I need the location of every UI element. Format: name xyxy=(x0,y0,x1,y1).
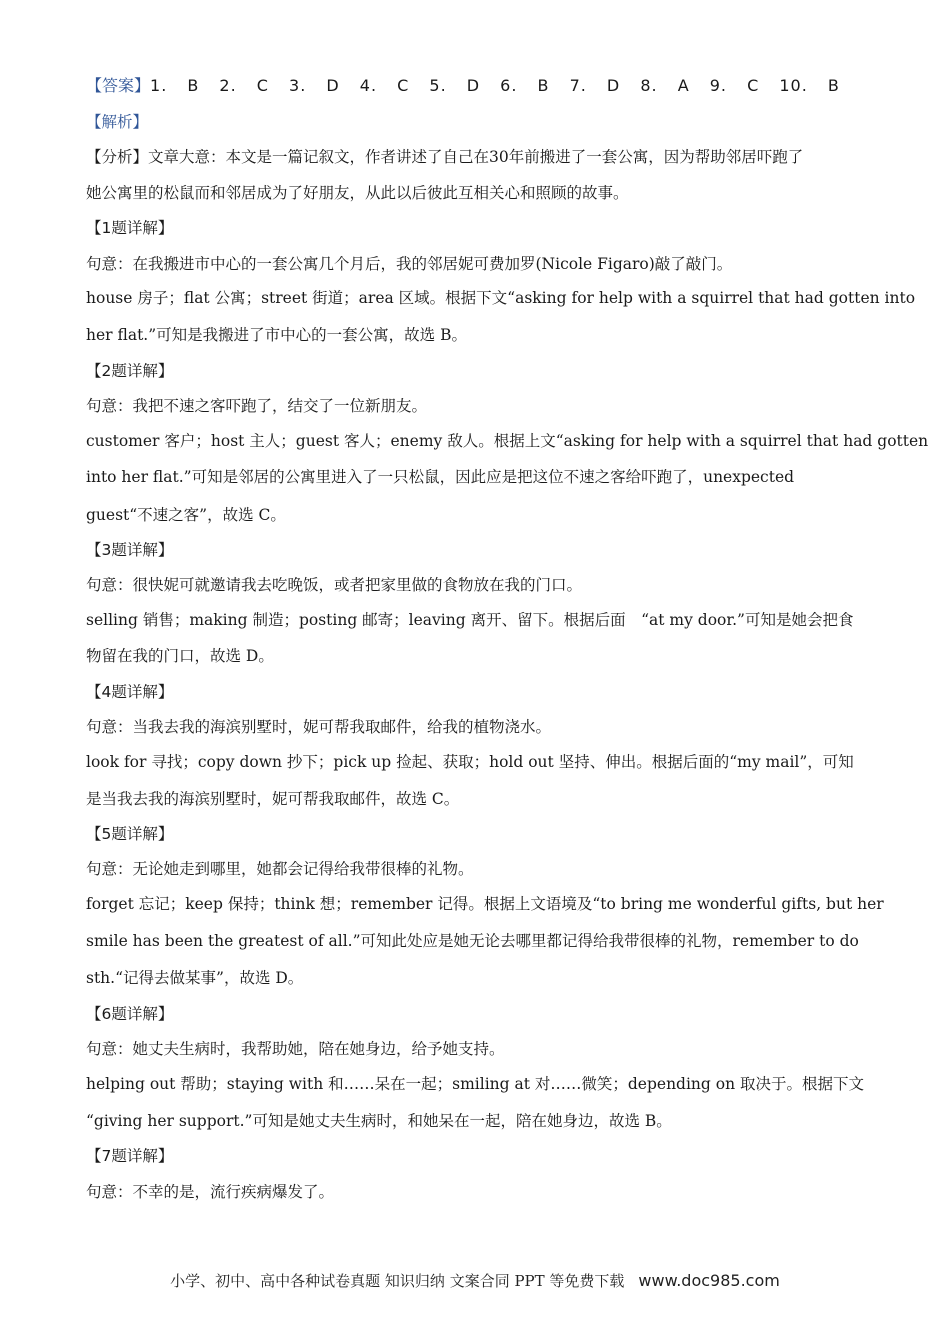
q1-translation: 句意：在我搬进市中心的一套公寓几个月后，我的邻居妮可费加罗(Nicole Figaro)敲了敲门。 xyxy=(86,255,733,273)
q6-translation: 句意：她丈夫生病时，我帮助她，陪在她身边，给予她支持。 xyxy=(86,1040,505,1058)
summary-line-2: 她公寓里的松鼠而和邻居成为了好朋友，从此以后彼此互相关心和照顾的故事。 xyxy=(86,184,629,202)
q2-explanation-line-2: into her flat.”可知是邻居的公寓里进入了一只松鼠，因此应是把这位不速之客给吓跑了，unexpected xyxy=(86,468,795,486)
q5-translation: 句意：无论她走到哪里，她都会记得给我带很棒的礼物。 xyxy=(86,860,474,878)
q5-heading: 【5题详解】 xyxy=(86,825,174,843)
q4-translation: 句意：当我去我的海滨别墅时，妮可帮我取邮件，给我的植物浇水。 xyxy=(86,718,552,736)
q7-translation: 句意：不幸的是，流行疾病爆发了。 xyxy=(86,1183,335,1201)
q3-explanation-line-2: 物留在我的门口，故选 D。 xyxy=(86,647,274,665)
answer-line xyxy=(86,76,840,96)
q1-heading: 【1题详解】 xyxy=(86,219,174,237)
footer-url-link[interactable]: www.doc985.com xyxy=(638,1271,780,1290)
page-footer xyxy=(0,1270,950,1291)
q3-heading: 【3题详解】 xyxy=(86,541,174,559)
q6-explanation-line-2: “giving her support.”可知是她丈夫生病时，和她呆在一起，陪在她身边，故选 B。 xyxy=(86,1112,672,1130)
q1-explanation-line-2: her flat.”可知是我搬进了市中心的一套公寓，故选 B。 xyxy=(86,326,467,344)
q5-explanation-line-3: sth.“记得去做某事”，故选 D。 xyxy=(86,969,304,987)
q5-explanation-line-1: forget 忘记；keep 保持；think 想；remember 记得。根据上文语境及“to bring me wonderful gifts, but her xyxy=(86,895,884,913)
q2-explanation-line-1: customer 客户；host 主人；guest 客人；enemy 敌人。根据上文“asking for help with a squirrel that had gotten xyxy=(86,432,929,450)
q1-explanation-line-1: house 房子；flat 公寓；street 街道；area 区域。根据下文“asking for help with a squirrel that had gotten into xyxy=(86,289,916,307)
q4-explanation-line-2: 是当我去我的海滨别墅时，妮可帮我取邮件，故选 C。 xyxy=(86,790,460,808)
q5-explanation-line-2: smile has been the greatest of all.”可知此处应是她无论去哪里都记得给我带很棒的礼物，remember to do xyxy=(86,932,859,950)
q4-heading: 【4题详解】 xyxy=(86,683,174,701)
q3-translation: 句意：很快妮可就邀请我去吃晚饭，或者把家里做的食物放在我的门口。 xyxy=(86,576,583,594)
summary-line-1: 【分析】文章大意：本文是一篇记叙文，作者讲述了自己在30年前搬进了一套公寓，因为帮助邻居吓跑了 xyxy=(86,148,804,166)
q3-explanation-line-1: selling 销售；making 制造；posting 邮寄；leaving 离开、留下。根据后面 “at my door.”可知是她会把食 xyxy=(86,611,854,629)
q2-explanation-line-3: guest“不速之客”，故选 C。 xyxy=(86,506,286,524)
q6-heading: 【6题详解】 xyxy=(86,1005,174,1023)
q7-heading: 【7题详解】 xyxy=(86,1147,174,1165)
q2-heading: 【2题详解】 xyxy=(86,362,174,380)
q2-translation: 句意：我把不速之客吓跑了，结交了一位新朋友。 xyxy=(86,397,428,415)
answer-values: 1. B 2. C 3. D 4. C 5. D 6. B 7. D 8. A 9. C 10. B xyxy=(150,76,840,95)
q6-explanation-line-1: helping out 帮助；staying with 和……呆在一起；smiling at 对……微笑；depending on 取决于。根据下文 xyxy=(86,1075,865,1093)
footer-text: 小学、初中、高中各种试卷真题 知识归纳 文案合同 PPT 等免费下载 xyxy=(170,1272,625,1290)
q4-explanation-line-1: look for 寻找；copy down 抄下；pick up 捡起、获取；hold out 坚持、伸出。根据后面的“my mail”，可知 xyxy=(86,753,854,771)
analysis-tag: 【解析】 xyxy=(86,113,149,131)
answer-tag: 【答案】 xyxy=(86,76,151,95)
